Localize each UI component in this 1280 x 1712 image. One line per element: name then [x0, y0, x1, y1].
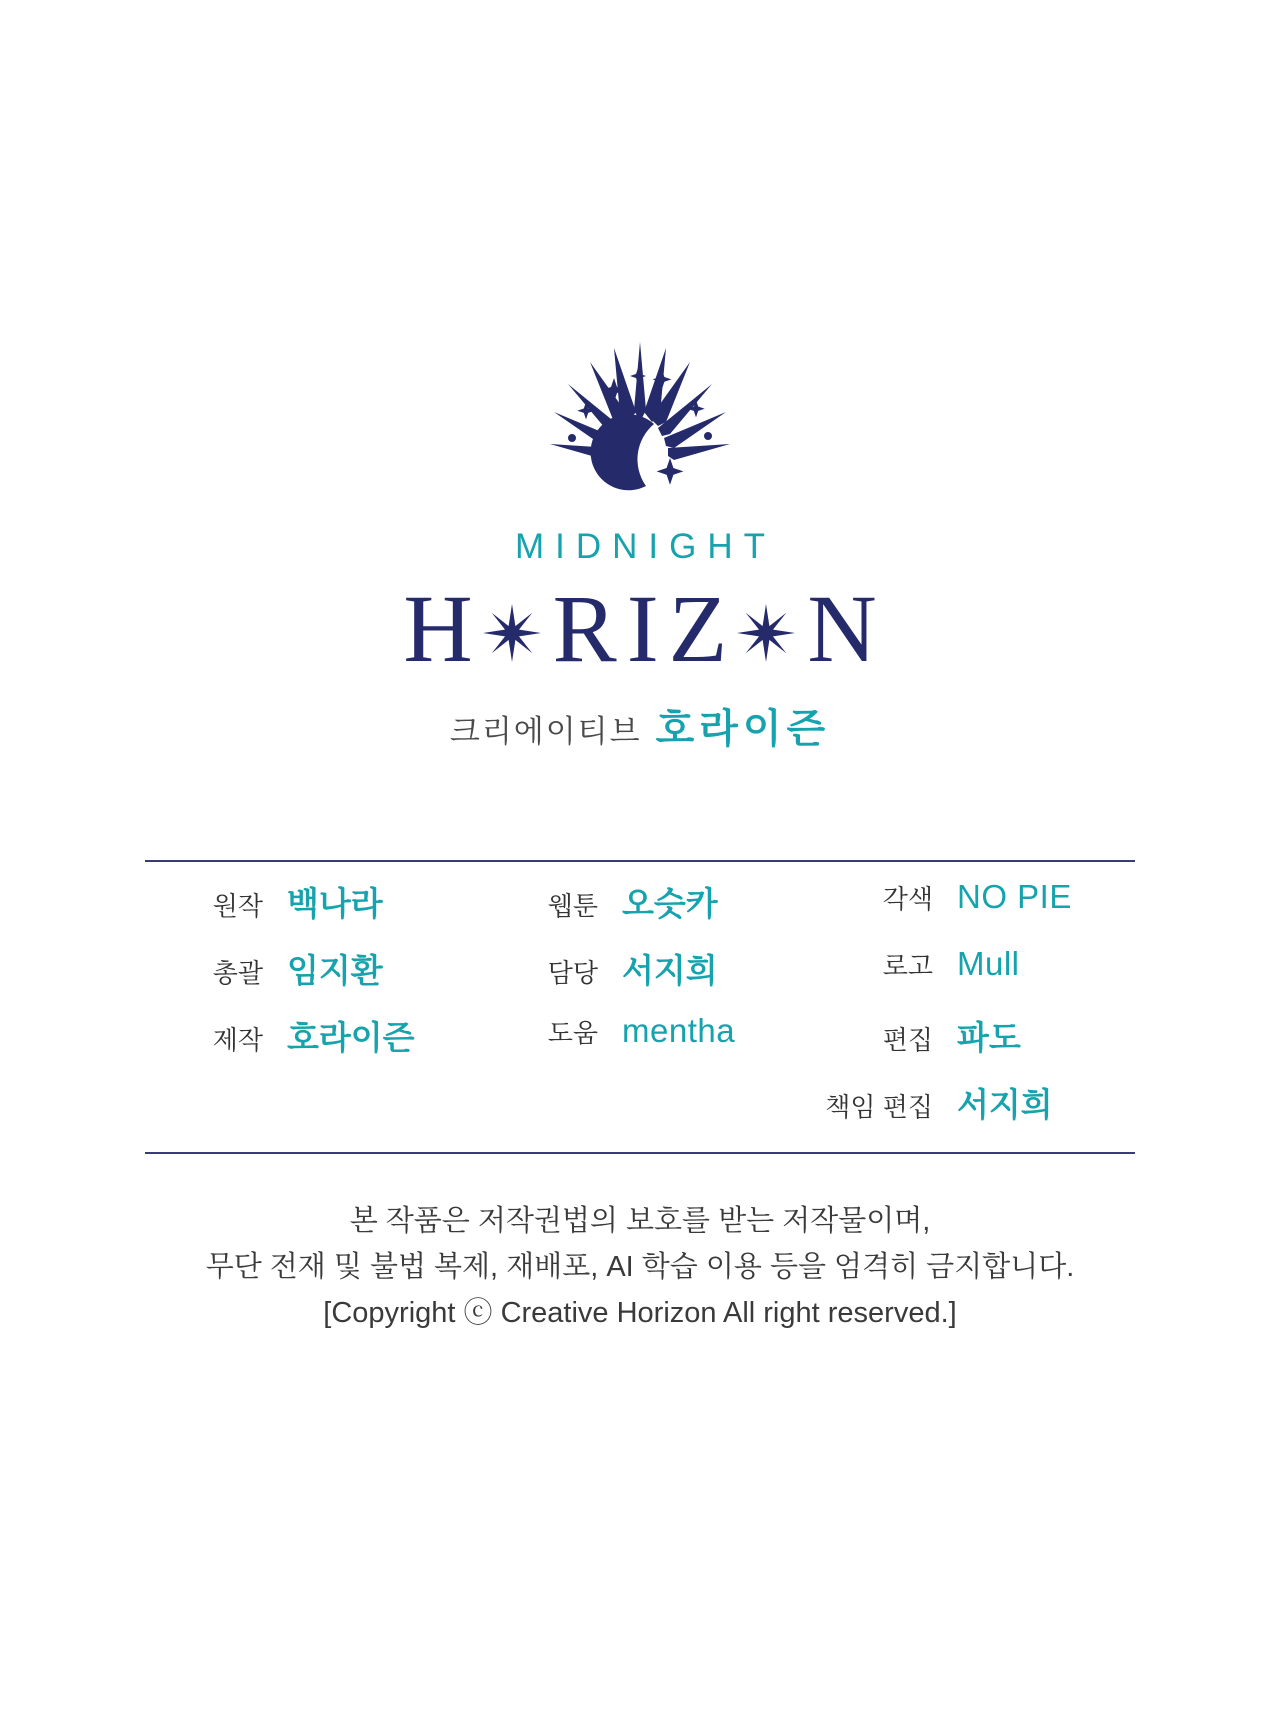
credit-value: 서지희 — [622, 952, 718, 989]
notice-line-3: [Copyright ⓒ Creative Horizon All right reserved.] — [323, 1297, 957, 1329]
credit-label: 각색 — [882, 884, 933, 914]
credit-value: NO PIE — [957, 878, 1072, 915]
notice-line-1: 본 작품은 저작권법의 보호를 받는 저작물이며, — [349, 1205, 931, 1237]
credit-value: 호라이즌 — [287, 1019, 415, 1056]
credit-row — [480, 878, 800, 945]
credit-value: Mull — [957, 945, 1020, 982]
credit-label: 편집 — [882, 1025, 933, 1055]
credit-value: 임지환 — [287, 952, 383, 989]
credit-label: 웹툰 — [547, 891, 598, 921]
credit-row — [145, 945, 465, 1012]
credit-label: 총괄 — [212, 958, 263, 988]
crescent-moon-sunburst-icon — [0, 340, 1280, 505]
credit-label: 책임 편집 — [825, 1092, 933, 1122]
credit-row — [145, 878, 465, 945]
brand-main-part1: H — [403, 575, 483, 682]
credit-value: mentha — [622, 1012, 736, 1049]
logo-block — [0, 340, 1280, 754]
credit-label: 로고 — [882, 951, 933, 981]
credit-label: 도움 — [547, 1018, 598, 1048]
credit-row — [815, 878, 1135, 945]
credit-label: 담당 — [547, 958, 598, 988]
divider-top — [145, 860, 1135, 862]
notice-line-2: 무단 전재 및 불법 복제, 재배포, AI 학습 이용 등을 엄격히 금지합니다. — [205, 1251, 1075, 1283]
credit-row — [480, 1012, 800, 1079]
credit-row — [815, 945, 1135, 1012]
brand-main-part2: RIZ — [552, 575, 738, 682]
credit-row — [815, 1079, 1135, 1146]
brand-wordmark-top: MIDNIGHT — [514, 527, 777, 566]
credit-value: 오슷카 — [622, 885, 718, 922]
divider-bottom — [145, 1152, 1135, 1154]
copyright-notice — [0, 1198, 1280, 1336]
brand-subtitle-right: 호라이즌 — [655, 707, 831, 751]
credit-label: 제작 — [212, 1025, 263, 1055]
credits-column-2 — [480, 878, 800, 1146]
credit-row — [480, 945, 800, 1012]
brand-subtitle — [0, 697, 1280, 754]
credits-column-3 — [815, 878, 1135, 1146]
credit-value: 백나라 — [287, 885, 383, 922]
credit-value: 파도 — [957, 1019, 1021, 1056]
credit-row — [815, 1012, 1135, 1079]
compass-star-icon-1 — [483, 604, 541, 662]
brand-wordmark-main — [0, 575, 1280, 682]
credit-value: 서지희 — [957, 1086, 1053, 1123]
credits-column-1 — [145, 878, 465, 1146]
credit-row — [145, 1012, 465, 1079]
brand-subtitle-left: 크리에이티브 — [449, 714, 642, 749]
credit-label: 원작 — [212, 891, 263, 921]
credits-table — [145, 878, 1135, 1146]
compass-star-icon-2 — [737, 604, 795, 662]
brand-main-part3: N — [807, 575, 887, 682]
